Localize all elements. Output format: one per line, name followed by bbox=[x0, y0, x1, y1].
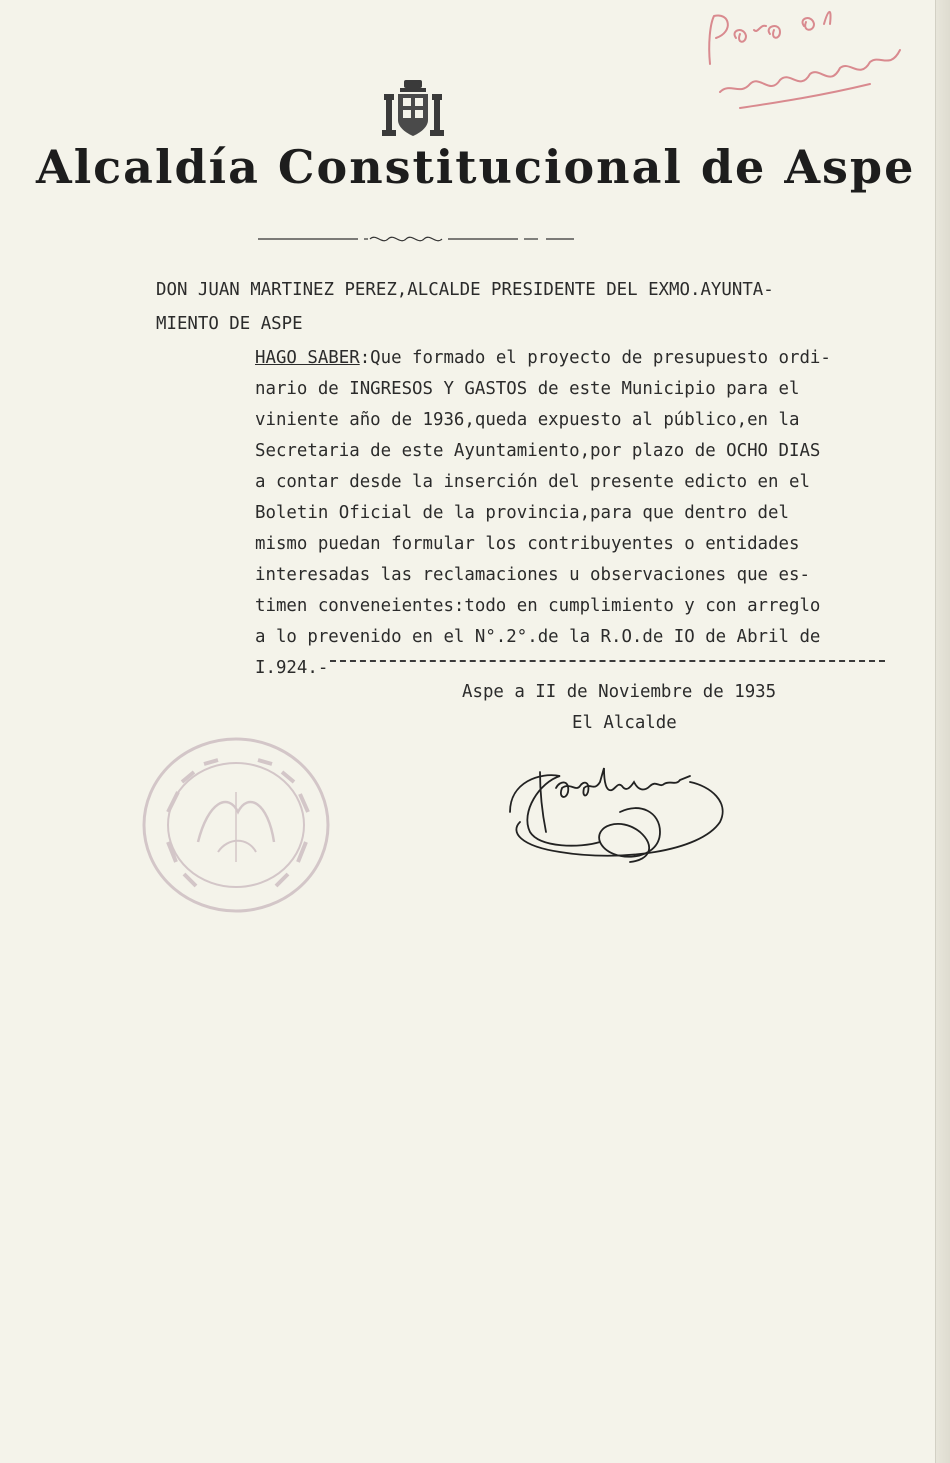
body-line-7: mismo puedan formular los contribuyentes o entidades bbox=[255, 534, 800, 554]
header-line-1: DON JUAN MARTINEZ PEREZ,ALCALDE PRESIDENTE DEL EXMO.AYUNTA- bbox=[156, 280, 774, 300]
official-seal-stamp bbox=[138, 732, 334, 918]
body-line-11: I.924.- bbox=[255, 658, 329, 678]
body-line-8: interesadas las reclamaciones u observaciones que es- bbox=[255, 565, 810, 585]
body-line-2: nario de INGRESOS Y GASTOS de este Municipio para el bbox=[255, 379, 800, 399]
signer-title: El Alcalde bbox=[572, 713, 677, 733]
mayor-signature bbox=[500, 752, 740, 872]
body-line-5: a contar desde la inserción del presente edicto en el bbox=[255, 472, 810, 492]
coat-of-arms-emblem bbox=[378, 80, 448, 142]
body-line-3: viniente año de 1936,queda expuesto al público,en la bbox=[255, 410, 800, 430]
place-date: Aspe a II de Noviembre de 1935 bbox=[462, 682, 777, 702]
hago-saber-lead: HAGO SABER bbox=[255, 348, 360, 368]
body-line-1-text: :Que formado el proyecto de presupuesto ordi- bbox=[359, 348, 831, 368]
handwritten-note-drawing bbox=[700, 4, 920, 114]
body-line-1 bbox=[255, 348, 831, 368]
body-line-10: a lo prevenido en el N°.2°.de la R.O.de IO de Abril de bbox=[255, 627, 821, 647]
letterhead-title: Alcaldía Constitucional de Aspe bbox=[36, 140, 916, 194]
letterhead-ornament-divider bbox=[258, 232, 574, 246]
body-line-4: Secretaria de este Ayuntamiento,por plazo de OCHO DIAS bbox=[255, 441, 821, 461]
page-edge bbox=[935, 0, 950, 1463]
header-line-2: MIENTO DE ASPE bbox=[156, 314, 303, 334]
closing-dashed-rule bbox=[330, 660, 885, 664]
body-line-9: timen conveneientes:todo en cumplimiento y con arreglo bbox=[255, 596, 821, 616]
body-line-6: Boletin Oficial de la provincia,para que dentro del bbox=[255, 503, 789, 523]
